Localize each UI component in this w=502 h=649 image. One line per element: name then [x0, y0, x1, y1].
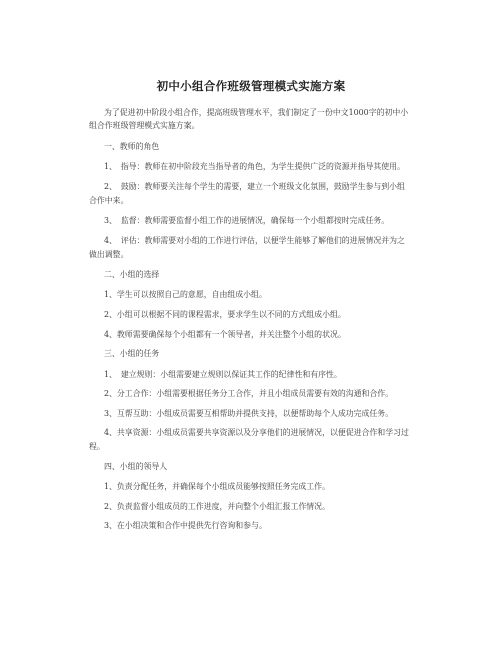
section-heading-group-selection: 二、小组的选择: [104, 269, 160, 279]
list-item: 2、负责监督小组成员的工作进度，并向整个小组汇报工作情况。: [104, 501, 330, 511]
section-heading-group-tasks: 三、小组的任务: [104, 349, 160, 359]
list-item: 2、 鼓励：教师要关注每个学生的需要，建立一个班级文化氛围，鼓励学生参与到小组合作中来。: [89, 182, 405, 205]
list-item: 4、教师需要确保每个小组都有一个领导者，并关注整个小组的状况。: [104, 329, 346, 339]
list-item: 1、负责分配任务，并确保每个小组成员能够按照任务完成工作。: [104, 482, 330, 492]
list-item: 3、 监督：教师需要监督小组工作的进展情况，确保每一个小组都按时完成任务。: [104, 215, 390, 225]
list-item: 2、小组可以根据不同的课程需求，要求学生以不同的方式组成小组。: [104, 309, 346, 319]
list-item: 3、互帮互助：小组成员需要互相帮助并提供支持，以便帮助每个人成功完成任务。: [104, 408, 394, 418]
list-item: 4、 评估：教师需要对小组的工作进行评估，以便学生能够了解他们的进展情况并为之做出调整。: [89, 236, 405, 259]
section-heading-teacher-role: 一、教师的角色: [104, 141, 160, 151]
document-title: 初中小组合作班级管理模式实施方案: [156, 79, 346, 93]
list-item: 3、在小组决策和合作中提供先行咨询和参与。: [104, 521, 267, 531]
list-item: 1、学生可以按照自己的意愿，自由组成小组。: [104, 290, 267, 300]
list-item: 2、分工合作：小组需要根据任务分工合作，并且小组成员需要有效的沟通和合作。: [104, 389, 394, 399]
list-item: 4、共享资源：小组成员需要共享资源以及分享他们的进展情况，以便促进合作和学习过程。: [89, 428, 409, 451]
document-body: [89, 106, 411, 539]
list-item: 1、 建立规则：小组需要建立规则以保证其工作的纪律性和有序性。: [104, 369, 342, 379]
list-item: 1、 指导：教师在初中阶段充当指导者的角色，为学生提供广泛的资源并指导其使用。: [104, 161, 405, 171]
intro-paragraph: 为了促进初中阶段小组合作，提高班级管理水平，我们制定了一份中文1000字的初中小组合作班级管理模式实施方案。: [89, 108, 409, 131]
section-heading-group-leader: 四、小组的领导人: [104, 461, 168, 471]
